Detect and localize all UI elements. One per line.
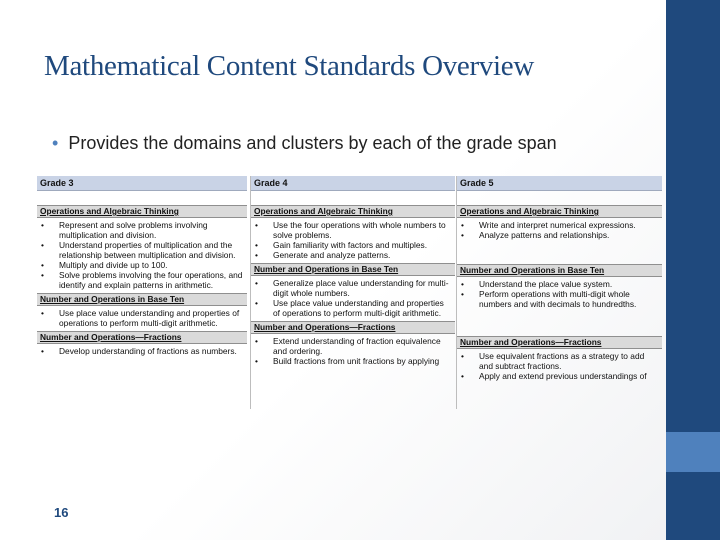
slide-title: Mathematical Content Standards Overview: [44, 50, 535, 82]
cluster-list: [37, 306, 247, 331]
cluster-item: • Use place value understanding and properties of operations to perform multi-digit arithmetic.: [37, 308, 247, 328]
cluster-item: • Use place value understanding and properties of operations to perform multi-digit arithmetic.: [251, 298, 455, 318]
grade-header: Grade 3: [37, 176, 247, 191]
cluster-list: [457, 349, 662, 384]
cluster-list: [251, 334, 455, 369]
cluster-list: [457, 277, 662, 312]
cluster-item: • Generate and analyze patterns.: [251, 250, 455, 260]
domain-heading: Number and Operations in Base Ten: [251, 263, 455, 276]
domain-heading: Number and Operations in Base Ten: [37, 293, 247, 306]
domain-heading: Operations and Algebraic Thinking: [37, 205, 247, 218]
cluster-list: [37, 344, 247, 359]
bullet-item: [52, 133, 557, 154]
domain-heading: Operations and Algebraic Thinking: [251, 205, 455, 218]
domain-heading: Number and Operations—Fractions: [251, 321, 455, 334]
cluster-item: • Use the four operations with whole numbers to solve problems.: [251, 220, 455, 240]
cluster-item: • Use equivalent fractions as a strategy to add and subtract fractions.: [457, 351, 662, 371]
sidebar-accent-block: [666, 432, 720, 472]
cluster-item: • Analyze patterns and relationships.: [457, 230, 662, 240]
cluster-item: • Develop understanding of fractions as numbers.: [37, 346, 247, 356]
cluster-list: [37, 218, 247, 293]
domain-heading: Number and Operations—Fractions: [37, 331, 247, 344]
cluster-list: [251, 276, 455, 321]
cluster-item: • Understand the place value system.: [457, 279, 662, 289]
domain-heading: Operations and Algebraic Thinking: [457, 205, 662, 218]
cluster-item: • Write and interpret numerical expressions.: [457, 220, 662, 230]
cluster-item: • Solve problems involving the four operations, and identify and explain patterns in arithmetic.: [37, 270, 247, 290]
domain-heading: Number and Operations—Fractions: [457, 336, 662, 349]
cluster-item: • Gain familiarity with factors and multiples.: [251, 240, 455, 250]
grade-header: Grade 4: [251, 176, 455, 191]
cluster-item: • Understand properties of multiplication and the relationship between multiplication and division.: [37, 240, 247, 260]
cluster-item: • Multiply and divide up to 100.: [37, 260, 247, 270]
grade-column-3: [37, 176, 247, 409]
grade-header: Grade 5: [457, 176, 662, 191]
cluster-list: [457, 218, 662, 243]
cluster-item: • Perform operations with multi-digit whole numbers and with decimals to hundredths.: [457, 289, 662, 309]
cluster-item: • Build fractions from unit fractions by applying: [251, 356, 455, 366]
grade-column-5: [456, 176, 662, 409]
cluster-item: • Generalize place value understanding for multi-digit whole numbers.: [251, 278, 455, 298]
cluster-list: [251, 218, 455, 263]
cluster-item: • Represent and solve problems involving multiplication and division.: [37, 220, 247, 240]
standards-table: [37, 176, 662, 409]
cluster-item: • Apply and extend previous understandings of: [457, 371, 662, 381]
bullet-text: Provides the domains and clusters by each of the grade span: [68, 133, 557, 153]
bullet-dot-icon: •: [52, 133, 59, 153]
grade-column-4: [250, 176, 455, 409]
domain-heading: Number and Operations in Base Ten: [457, 264, 662, 277]
page-number: 16: [54, 505, 69, 520]
cluster-item: • Extend understanding of fraction equivalence and ordering.: [251, 336, 455, 356]
